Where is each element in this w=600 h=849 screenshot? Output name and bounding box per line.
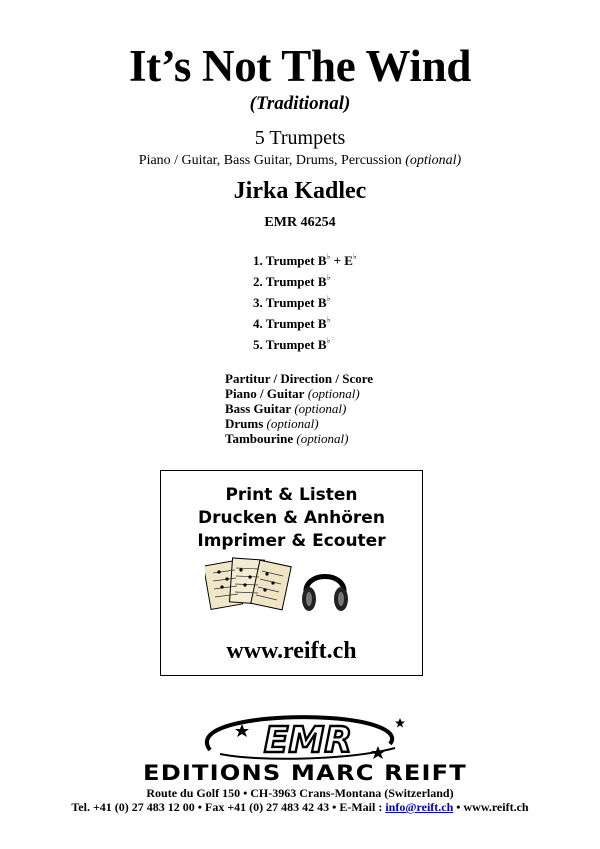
part-extra: + E [330, 253, 353, 268]
print-listen-box [160, 470, 423, 676]
part-label: 2. Trumpet B [253, 274, 327, 289]
contact-phone-fax: Tel. +41 (0) 27 483 12 00 • Fax +41 (0) 27 483 42 43 • E-Mail : [71, 800, 386, 814]
headphones-icon [298, 559, 352, 615]
part-item [253, 292, 413, 313]
accompaniment-note: (optional) [405, 153, 462, 168]
extras-list [225, 371, 475, 446]
flat-sign: ♭ [326, 252, 331, 261]
extra-item [225, 386, 475, 401]
accompaniment-text: Piano / Guitar, Bass Guitar, Drums, Percussion [138, 153, 402, 168]
emblem-text: EMR [263, 720, 353, 761]
extra-label: Tambourine [225, 431, 294, 446]
contact-website: • www.reift.ch [453, 800, 529, 814]
accompaniment [0, 152, 600, 170]
star-icon [235, 724, 249, 737]
promo-line-french: Imprimer & Ecouter [197, 531, 386, 551]
email-link[interactable]: info@reift.ch [385, 800, 454, 814]
subtitle: (Traditional) [249, 93, 351, 114]
extra-note: (optional) [263, 416, 319, 431]
part-item [253, 250, 413, 271]
sheet-music-icon [205, 553, 295, 615]
extra-label: Bass Guitar [225, 401, 292, 416]
extra-note: (optional) [291, 401, 347, 416]
promo-line-english: Print & Listen [225, 485, 358, 505]
publisher-contact [0, 800, 600, 814]
star-icon [395, 718, 405, 728]
composer: Jirka Kadlec [233, 178, 367, 204]
flat-sign: ♭ [326, 273, 331, 282]
publisher-logo [143, 710, 467, 785]
flat-sign: ♭ [326, 336, 331, 345]
star-icon [371, 746, 385, 759]
instrumentation: 5 Trumpets [254, 127, 346, 149]
extra-label: Partitur / Direction / Score [225, 371, 374, 386]
part-label: 1. Trumpet B [253, 253, 327, 268]
part-item [253, 313, 413, 334]
part-label: 3. Trumpet B [253, 295, 327, 310]
promo-line-german: Drucken & Anhören [198, 508, 385, 528]
part-label: 5. Trumpet B [253, 337, 327, 352]
extra-note: (optional) [304, 386, 360, 401]
extra-item [225, 371, 475, 386]
extra-item [225, 431, 475, 446]
publisher-address: Route du Golf 150 • CH-3963 Crans-Montana (Switzerland) [146, 786, 454, 800]
part-item [253, 334, 413, 355]
title: It’s Not The Wind [128, 41, 472, 91]
part-item [253, 271, 413, 292]
publisher-name: EDITIONS MARC REIFT [143, 761, 467, 785]
flat-sign: ♭ [326, 315, 331, 324]
extra-label: Drums [225, 416, 264, 431]
promo-url[interactable]: www.reift.ch [226, 638, 357, 664]
part-label: 4. Trumpet B [253, 316, 327, 331]
extra-note: (optional) [293, 431, 349, 446]
catalog-number: EMR 46254 [264, 215, 336, 230]
parts-list [253, 250, 413, 355]
flat-sign: ♭ [352, 252, 357, 261]
extra-item [225, 401, 475, 416]
extra-label: Piano / Guitar [225, 386, 305, 401]
flat-sign: ♭ [326, 294, 331, 303]
emr-emblem [150, 710, 460, 762]
extra-item [225, 416, 475, 431]
